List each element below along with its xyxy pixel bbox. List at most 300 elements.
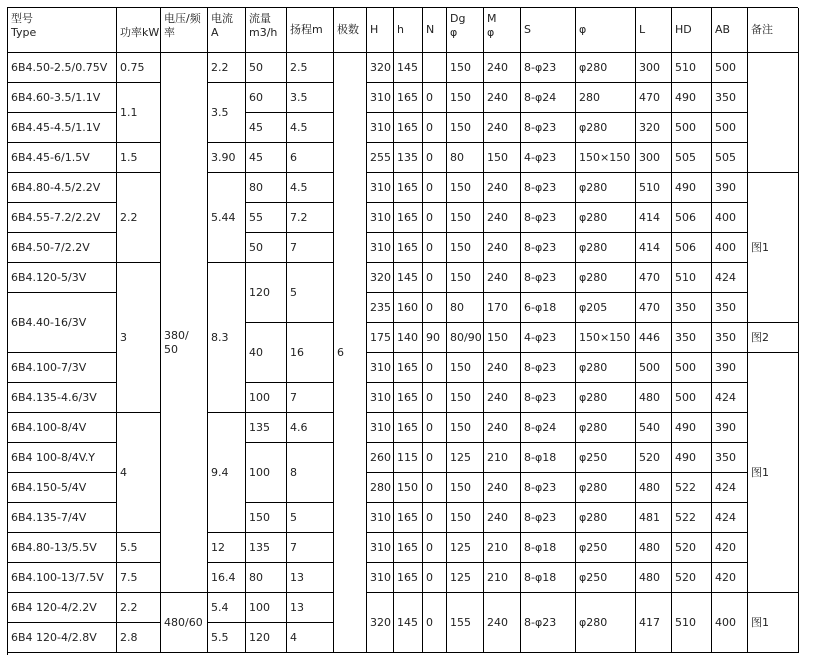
dim-S-cell: 8-φ23 xyxy=(521,53,576,83)
dim-M-cell: 240 xyxy=(484,173,521,203)
dim-N-cell: 0 xyxy=(423,563,447,593)
flow-cell: 80 xyxy=(246,173,287,203)
dim-AB-cell: 500 xyxy=(712,113,748,143)
dim-phi-cell: φ280 xyxy=(576,413,636,443)
dim-L-cell: 414 xyxy=(636,233,672,263)
flow-cell: 135 xyxy=(246,413,287,443)
dim-M-cell: 240 xyxy=(484,233,521,263)
dim-phi-cell: φ280 xyxy=(576,593,636,653)
header-Dg xyxy=(447,8,484,53)
dim-HD-cell: 490 xyxy=(672,173,712,203)
model-cell: 6B4.50-2.5/0.75V xyxy=(8,53,117,83)
dim-h-cell: 140 xyxy=(394,323,423,353)
dim-h-cell: 165 xyxy=(394,173,423,203)
dim-L-cell: 446 xyxy=(636,323,672,353)
dim-Dg-cell: 150 xyxy=(447,383,484,413)
dim-phi-cell: φ250 xyxy=(576,443,636,473)
dim-H-cell: 235 xyxy=(367,293,394,323)
model-cell: 6B4.100-13/7.5V xyxy=(8,563,117,593)
dim-AB-cell: 424 xyxy=(712,263,748,293)
header-Dg-line: Dg xyxy=(450,12,466,25)
dim-M-cell: 240 xyxy=(484,383,521,413)
head-cell: 4.5 xyxy=(287,173,334,203)
dim-S-cell: 8-φ18 xyxy=(521,443,576,473)
dim-L-cell: 480 xyxy=(636,383,672,413)
dim-L-cell: 480 xyxy=(636,533,672,563)
head-cell: 7.2 xyxy=(287,203,334,233)
header-voltage-line: 电压/频 xyxy=(164,12,201,25)
dim-L-cell: 414 xyxy=(636,203,672,233)
dim-Dg-cell: 150 xyxy=(447,53,484,83)
dim-HD-cell: 506 xyxy=(672,203,712,233)
header-H: H xyxy=(367,8,394,53)
header-model-line: Type xyxy=(11,25,37,39)
dim-phi-cell: φ280 xyxy=(576,233,636,263)
dim-h-cell: 165 xyxy=(394,413,423,443)
dim-L-cell: 520 xyxy=(636,443,672,473)
dim-AB-cell: 350 xyxy=(712,83,748,113)
dim-phi-cell: φ280 xyxy=(576,53,636,83)
dim-h-cell: 145 xyxy=(394,53,423,83)
current-cell: 3.5 xyxy=(208,83,246,143)
dim-HD-cell: 350 xyxy=(672,323,712,353)
dim-M-cell: 240 xyxy=(484,263,521,293)
dim-HD-cell: 520 xyxy=(672,563,712,593)
dim-phi-cell: φ280 xyxy=(576,173,636,203)
dim-h-cell: 165 xyxy=(394,113,423,143)
dim-h-cell: 115 xyxy=(394,443,423,473)
head-cell: 5 xyxy=(287,263,334,323)
dim-Dg-cell: 150 xyxy=(447,473,484,503)
dim-HD-cell: 500 xyxy=(672,353,712,383)
dim-Dg-cell: 125 xyxy=(447,533,484,563)
current-cell: 3.90 xyxy=(208,143,246,173)
dim-H-cell: 310 xyxy=(367,533,394,563)
power-cell: 1.1 xyxy=(117,83,161,143)
dim-S-cell: 8-φ23 xyxy=(521,593,576,653)
remark-cell xyxy=(748,53,799,173)
power-cell: 3 xyxy=(117,263,161,413)
dim-M-cell: 240 xyxy=(484,413,521,443)
head-cell: 13 xyxy=(287,593,334,623)
header-AB: AB xyxy=(712,8,748,53)
dim-L-cell: 300 xyxy=(636,143,672,173)
dim-L-cell: 470 xyxy=(636,83,672,113)
dim-AB-cell: 400 xyxy=(712,593,748,653)
head-cell: 4.5 xyxy=(287,113,334,143)
dim-N-cell: 0 xyxy=(423,473,447,503)
header-S: S xyxy=(521,8,576,53)
dim-AB-cell: 350 xyxy=(712,443,748,473)
dim-S-cell: 8-φ24 xyxy=(521,83,576,113)
dim-h-cell: 165 xyxy=(394,533,423,563)
remark-cell: 图1 xyxy=(748,173,799,323)
header-M-line: φ xyxy=(487,25,495,39)
dim-S-cell: 8-φ23 xyxy=(521,113,576,143)
dim-HD-cell: 490 xyxy=(672,413,712,443)
dim-phi-cell: φ250 xyxy=(576,533,636,563)
dim-M-cell: 240 xyxy=(484,83,521,113)
flow-cell: 40 xyxy=(246,323,287,383)
dim-AB-cell: 390 xyxy=(712,413,748,443)
dim-phi-cell: φ280 xyxy=(576,203,636,233)
dim-M-cell: 150 xyxy=(484,323,521,353)
dim-N-cell: 0 xyxy=(423,353,447,383)
model-cell: 6B4.50-7/2.2V xyxy=(8,233,117,263)
dim-HD-cell: 490 xyxy=(672,83,712,113)
dim-Dg-cell: 150 xyxy=(447,203,484,233)
dim-L-cell: 480 xyxy=(636,473,672,503)
dim-AB-cell: 400 xyxy=(712,203,748,233)
dim-L-cell: 470 xyxy=(636,263,672,293)
dim-H-cell: 255 xyxy=(367,143,394,173)
dim-S-cell: 6-φ18 xyxy=(521,293,576,323)
flow-cell: 55 xyxy=(246,203,287,233)
header-voltage-line: 率 xyxy=(164,25,175,39)
current-cell: 8.3 xyxy=(208,263,246,413)
power-cell: 7.5 xyxy=(117,563,161,593)
header-head: 扬程m xyxy=(287,8,334,53)
header-current-line: 电流 xyxy=(211,12,233,25)
dim-S-cell: 8-φ23 xyxy=(521,353,576,383)
dim-phi-cell: φ280 xyxy=(576,353,636,383)
dim-phi-cell: 280 xyxy=(576,83,636,113)
power-cell: 1.5 xyxy=(117,143,161,173)
dim-L-cell: 300 xyxy=(636,53,672,83)
current-cell: 12 xyxy=(208,533,246,563)
model-cell: 6B4.45-4.5/1.1V xyxy=(8,113,117,143)
head-cell: 13 xyxy=(287,563,334,593)
flow-cell: 135 xyxy=(246,533,287,563)
dim-M-cell: 170 xyxy=(484,293,521,323)
dim-L-cell: 470 xyxy=(636,293,672,323)
header-model-line: 型号 xyxy=(11,12,33,25)
dim-HD-cell: 510 xyxy=(672,263,712,293)
dim-L-cell: 500 xyxy=(636,353,672,383)
dim-M-cell: 240 xyxy=(484,203,521,233)
dim-N-cell: 0 xyxy=(423,173,447,203)
dim-M-cell: 240 xyxy=(484,353,521,383)
header-current-line: A xyxy=(211,25,219,39)
header-L: L xyxy=(636,8,672,53)
dim-M-cell: 240 xyxy=(484,503,521,533)
dim-L-cell: 510 xyxy=(636,173,672,203)
dim-N-cell: 0 xyxy=(423,383,447,413)
remark-cell: 图1 xyxy=(748,353,799,593)
header-flow-line: m3/h xyxy=(249,25,278,39)
model-cell: 6B4.80-4.5/2.2V xyxy=(8,173,117,203)
current-cell: 5.5 xyxy=(208,623,246,653)
dim-S-cell: 8-φ23 xyxy=(521,503,576,533)
flow-cell: 60 xyxy=(246,83,287,113)
dim-AB-cell: 424 xyxy=(712,473,748,503)
dim-H-cell: 310 xyxy=(367,563,394,593)
remark-cell: 图2 xyxy=(748,323,799,353)
dim-Dg-cell: 150 xyxy=(447,263,484,293)
dim-L-cell: 417 xyxy=(636,593,672,653)
dim-H-cell: 320 xyxy=(367,263,394,293)
dim-M-cell: 150 xyxy=(484,143,521,173)
dim-AB-cell: 400 xyxy=(712,233,748,263)
header-HD: HD xyxy=(672,8,712,53)
dim-HD-cell: 522 xyxy=(672,473,712,503)
dim-HD-cell: 522 xyxy=(672,503,712,533)
dim-N-cell: 0 xyxy=(423,503,447,533)
dim-AB-cell: 424 xyxy=(712,503,748,533)
power-cell: 2.2 xyxy=(117,173,161,263)
dim-L-cell: 480 xyxy=(636,563,672,593)
dim-phi-cell: 150×150 xyxy=(576,323,636,353)
dim-HD-cell: 500 xyxy=(672,113,712,143)
dim-HD-cell: 510 xyxy=(672,593,712,653)
model-cell: 6B4.120-5/3V xyxy=(8,263,117,293)
dim-phi-cell: φ280 xyxy=(576,263,636,293)
dim-H-cell: 310 xyxy=(367,83,394,113)
dim-N-cell: 0 xyxy=(423,533,447,563)
dim-S-cell: 4-φ23 xyxy=(521,143,576,173)
dim-N-cell: 0 xyxy=(423,413,447,443)
model-cell: 6B4.100-7/3V xyxy=(8,353,117,383)
dim-H-cell: 310 xyxy=(367,413,394,443)
header-flow-line: 流量 xyxy=(249,12,271,25)
dim-Dg-cell: 150 xyxy=(447,233,484,263)
dim-AB-cell: 424 xyxy=(712,383,748,413)
dim-H-cell: 310 xyxy=(367,383,394,413)
dim-phi-cell: φ280 xyxy=(576,113,636,143)
current-cell: 9.4 xyxy=(208,413,246,533)
dim-N-cell: 0 xyxy=(423,443,447,473)
header-current xyxy=(208,8,246,53)
dim-H-cell: 310 xyxy=(367,203,394,233)
power-cell: 0.75 xyxy=(117,53,161,83)
current-cell: 5.4 xyxy=(208,593,246,623)
dim-H-cell: 310 xyxy=(367,173,394,203)
dim-N-cell: 0 xyxy=(423,593,447,653)
voltage-cell: 380/ 50 xyxy=(161,53,208,593)
model-cell: 6B4.100-8/4V xyxy=(8,413,117,443)
head-cell: 6 xyxy=(287,143,334,173)
dim-M-cell: 240 xyxy=(484,53,521,83)
dim-Dg-cell: 150 xyxy=(447,353,484,383)
dim-H-cell: 310 xyxy=(367,503,394,533)
dim-S-cell: 8-φ23 xyxy=(521,473,576,503)
dim-N-cell: 0 xyxy=(423,83,447,113)
header-model xyxy=(8,8,117,53)
dim-h-cell: 145 xyxy=(394,263,423,293)
dim-AB-cell: 390 xyxy=(712,353,748,383)
dim-N-cell: 0 xyxy=(423,143,447,173)
dim-h-cell: 165 xyxy=(394,503,423,533)
power-cell: 5.5 xyxy=(117,533,161,563)
dim-HD-cell: 505 xyxy=(672,143,712,173)
dim-AB-cell: 350 xyxy=(712,293,748,323)
dim-AB-cell: 390 xyxy=(712,173,748,203)
head-cell: 3.5 xyxy=(287,83,334,113)
voltage-cell: 480/60 xyxy=(161,593,208,653)
head-cell: 7 xyxy=(287,533,334,563)
flow-cell: 50 xyxy=(246,233,287,263)
dim-h-cell: 165 xyxy=(394,203,423,233)
dim-Dg-cell: 125 xyxy=(447,443,484,473)
dim-AB-cell: 420 xyxy=(712,563,748,593)
head-cell: 4.6 xyxy=(287,413,334,443)
dim-h-cell: 165 xyxy=(394,383,423,413)
dim-AB-cell: 420 xyxy=(712,533,748,563)
power-cell: 2.2 xyxy=(117,593,161,623)
head-cell: 5 xyxy=(287,503,334,533)
flow-cell: 80 xyxy=(246,563,287,593)
dim-HD-cell: 500 xyxy=(672,383,712,413)
dim-N-cell: 90 xyxy=(423,323,447,353)
dim-S-cell: 8-φ23 xyxy=(521,233,576,263)
flow-cell: 150 xyxy=(246,503,287,533)
dim-phi-cell: 150×150 xyxy=(576,143,636,173)
flow-cell: 100 xyxy=(246,593,287,623)
dim-H-cell: 310 xyxy=(367,113,394,143)
dim-S-cell: 8-φ23 xyxy=(521,203,576,233)
head-cell: 2.5 xyxy=(287,53,334,83)
dim-Dg-cell: 150 xyxy=(447,113,484,143)
dim-M-cell: 210 xyxy=(484,533,521,563)
dim-h-cell: 165 xyxy=(394,83,423,113)
header-Dg-line: φ xyxy=(450,25,458,39)
header-voltage xyxy=(161,8,208,53)
dim-phi-cell: φ280 xyxy=(576,473,636,503)
dim-M-cell: 210 xyxy=(484,563,521,593)
dim-S-cell: 8-φ18 xyxy=(521,533,576,563)
head-cell: 16 xyxy=(287,323,334,383)
header-M-line: M xyxy=(487,12,497,25)
head-cell: 4 xyxy=(287,623,334,653)
pump-spec-table xyxy=(7,7,798,655)
header-phi: φ xyxy=(576,8,636,53)
dim-phi-cell: φ205 xyxy=(576,293,636,323)
model-cell: 6B4 100-8/4V.Y xyxy=(8,443,117,473)
dim-Dg-cell: 150 xyxy=(447,83,484,113)
dim-h-cell: 165 xyxy=(394,233,423,263)
dim-phi-cell: φ280 xyxy=(576,503,636,533)
flow-cell: 50 xyxy=(246,53,287,83)
dim-N-cell xyxy=(423,53,447,83)
flow-cell: 120 xyxy=(246,623,287,653)
dim-h-cell: 135 xyxy=(394,143,423,173)
dim-H-cell: 280 xyxy=(367,473,394,503)
dim-h-cell: 160 xyxy=(394,293,423,323)
header-h: h xyxy=(394,8,423,53)
dim-h-cell: 145 xyxy=(394,593,423,653)
dim-AB-cell: 505 xyxy=(712,143,748,173)
model-cell: 6B4.80-13/5.5V xyxy=(8,533,117,563)
dim-S-cell: 8-φ23 xyxy=(521,383,576,413)
header-poles: 极数 xyxy=(334,8,367,53)
model-cell: 6B4.150-5/4V xyxy=(8,473,117,503)
model-cell: 6B4.40-16/3V xyxy=(8,293,117,353)
dim-h-cell: 165 xyxy=(394,563,423,593)
model-cell: 6B4.45-6/1.5V xyxy=(8,143,117,173)
model-cell: 6B4.55-7.2/2.2V xyxy=(8,203,117,233)
dim-L-cell: 320 xyxy=(636,113,672,143)
dim-HD-cell: 510 xyxy=(672,53,712,83)
power-cell: 2.8 xyxy=(117,623,161,653)
model-cell: 6B4 120-4/2.8V xyxy=(8,623,117,653)
dim-N-cell: 0 xyxy=(423,233,447,263)
dim-Dg-cell: 125 xyxy=(447,563,484,593)
flow-cell: 45 xyxy=(246,113,287,143)
dim-H-cell: 260 xyxy=(367,443,394,473)
header-flow xyxy=(246,8,287,53)
current-cell: 16.4 xyxy=(208,563,246,593)
dim-H-cell: 320 xyxy=(367,53,394,83)
dim-HD-cell: 350 xyxy=(672,293,712,323)
current-cell: 5.44 xyxy=(208,173,246,263)
dim-H-cell: 175 xyxy=(367,323,394,353)
power-cell: 4 xyxy=(117,413,161,533)
dim-M-cell: 240 xyxy=(484,113,521,143)
dim-N-cell: 0 xyxy=(423,113,447,143)
dim-Dg-cell: 150 xyxy=(447,173,484,203)
dim-H-cell: 310 xyxy=(367,233,394,263)
dim-N-cell: 0 xyxy=(423,293,447,323)
model-cell: 6B4.135-7/4V xyxy=(8,503,117,533)
flow-cell: 45 xyxy=(246,143,287,173)
dim-S-cell: 8-φ24 xyxy=(521,413,576,443)
dim-M-cell: 240 xyxy=(484,473,521,503)
dim-L-cell: 481 xyxy=(636,503,672,533)
model-cell: 6B4.135-4.6/3V xyxy=(8,383,117,413)
dim-N-cell: 0 xyxy=(423,263,447,293)
dim-Dg-cell: 155 xyxy=(447,593,484,653)
dim-phi-cell: φ250 xyxy=(576,563,636,593)
dim-h-cell: 150 xyxy=(394,473,423,503)
flow-cell: 100 xyxy=(246,443,287,503)
dim-Dg-cell: 150 xyxy=(447,413,484,443)
dim-Dg-cell: 150 xyxy=(447,503,484,533)
dim-AB-cell: 350 xyxy=(712,323,748,353)
dim-S-cell: 8-φ18 xyxy=(521,563,576,593)
dim-phi-cell: φ280 xyxy=(576,383,636,413)
dim-H-cell: 310 xyxy=(367,353,394,383)
model-cell: 6B4.60-3.5/1.1V xyxy=(8,83,117,113)
dim-HD-cell: 506 xyxy=(672,233,712,263)
flow-cell: 120 xyxy=(246,263,287,323)
head-cell: 7 xyxy=(287,383,334,413)
poles-cell: 6 xyxy=(334,53,367,653)
dim-AB-cell: 500 xyxy=(712,53,748,83)
dim-HD-cell: 490 xyxy=(672,443,712,473)
dim-Dg-cell: 80 xyxy=(447,143,484,173)
dim-H-cell: 320 xyxy=(367,593,394,653)
remark-cell: 图1 xyxy=(748,593,799,653)
dim-M-cell: 240 xyxy=(484,593,521,653)
header-remark: 备注 xyxy=(748,8,799,53)
header-N: N xyxy=(423,8,447,53)
model-cell: 6B4 120-4/2.2V xyxy=(8,593,117,623)
dim-Dg-cell: 80 xyxy=(447,293,484,323)
dim-N-cell: 0 xyxy=(423,203,447,233)
dim-S-cell: 8-φ23 xyxy=(521,173,576,203)
head-cell: 8 xyxy=(287,443,334,503)
dim-M-cell: 210 xyxy=(484,443,521,473)
dim-Dg-cell: 80/90 xyxy=(447,323,484,353)
header-power: 功率kW xyxy=(117,8,161,53)
dim-S-cell: 4-φ23 xyxy=(521,323,576,353)
flow-cell: 100 xyxy=(246,383,287,413)
dim-S-cell: 8-φ23 xyxy=(521,263,576,293)
header-M xyxy=(484,8,521,53)
head-cell: 7 xyxy=(287,233,334,263)
dim-L-cell: 540 xyxy=(636,413,672,443)
dim-HD-cell: 520 xyxy=(672,533,712,563)
